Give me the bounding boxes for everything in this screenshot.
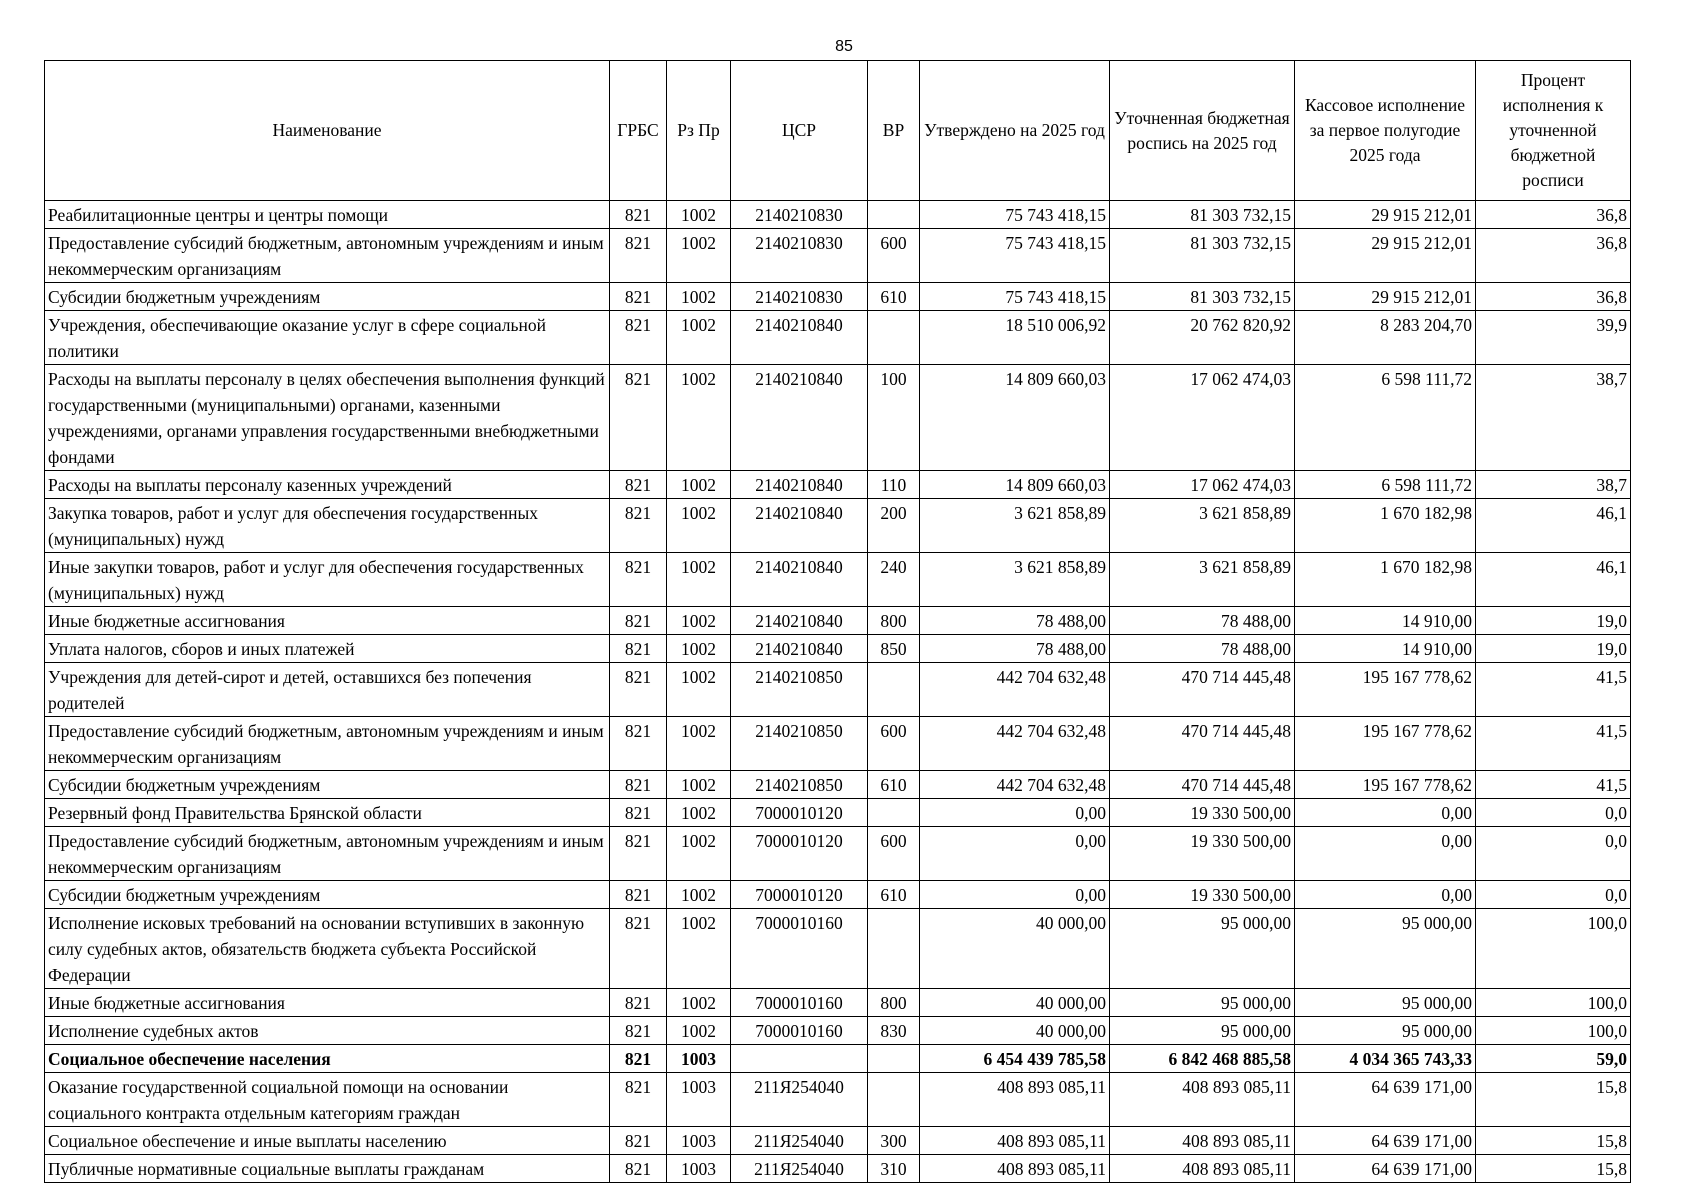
cell-percent: 15,8 xyxy=(1476,1127,1631,1155)
cell-approved: 408 893 085,11 xyxy=(920,1073,1110,1127)
cell-name: Иные бюджетные ассигнования xyxy=(45,607,610,635)
cell-approved: 3 621 858,89 xyxy=(920,499,1110,553)
cell-csr: 2140210840 xyxy=(731,365,868,471)
cell-cash: 64 639 171,00 xyxy=(1295,1127,1476,1155)
cell-cash: 95 000,00 xyxy=(1295,909,1476,989)
cell-refined: 408 893 085,11 xyxy=(1110,1155,1295,1183)
cell-refined: 17 062 474,03 xyxy=(1110,365,1295,471)
cell-percent: 41,5 xyxy=(1476,663,1631,717)
cell-name: Иные бюджетные ассигнования xyxy=(45,989,610,1017)
table-row xyxy=(45,607,1631,635)
cell-percent: 46,1 xyxy=(1476,499,1631,553)
cell-rzpr: 1002 xyxy=(667,607,731,635)
table-row xyxy=(45,799,1631,827)
cell-rzpr: 1002 xyxy=(667,1017,731,1045)
page-number: 85 xyxy=(835,38,853,55)
cell-grbs: 821 xyxy=(610,201,667,229)
cell-rzpr: 1002 xyxy=(667,283,731,311)
cell-grbs: 821 xyxy=(610,607,667,635)
cell-grbs: 821 xyxy=(610,365,667,471)
cell-vr: 300 xyxy=(868,1127,920,1155)
cell-grbs: 821 xyxy=(610,499,667,553)
cell-csr: 2140210830 xyxy=(731,283,868,311)
table-row xyxy=(45,1017,1631,1045)
cell-name: Оказание государственной социальной помощи на основании социального контракта отдельным категориям граждан xyxy=(45,1073,610,1127)
cell-vr: 600 xyxy=(868,827,920,881)
cell-approved: 0,00 xyxy=(920,827,1110,881)
table-row xyxy=(45,311,1631,365)
cell-rzpr: 1002 xyxy=(667,553,731,607)
cell-approved: 0,00 xyxy=(920,799,1110,827)
cell-approved: 442 704 632,48 xyxy=(920,663,1110,717)
cell-grbs: 821 xyxy=(610,311,667,365)
cell-csr: 7000010120 xyxy=(731,881,868,909)
cell-csr xyxy=(731,1045,868,1073)
cell-csr: 7000010160 xyxy=(731,1017,868,1045)
cell-percent: 41,5 xyxy=(1476,771,1631,799)
cell-cash: 64 639 171,00 xyxy=(1295,1155,1476,1183)
cell-vr: 800 xyxy=(868,607,920,635)
cell-csr: 211Я254040 xyxy=(731,1127,868,1155)
cell-percent: 0,0 xyxy=(1476,827,1631,881)
cell-refined: 78 488,00 xyxy=(1110,607,1295,635)
cell-rzpr: 1002 xyxy=(667,771,731,799)
cell-percent: 19,0 xyxy=(1476,635,1631,663)
cell-name: Резервный фонд Правительства Брянской области xyxy=(45,799,610,827)
cell-approved: 75 743 418,15 xyxy=(920,201,1110,229)
cell-cash: 0,00 xyxy=(1295,799,1476,827)
table-row xyxy=(45,1155,1631,1183)
cell-csr: 7000010120 xyxy=(731,827,868,881)
table-row xyxy=(45,365,1631,471)
cell-vr xyxy=(868,1045,920,1073)
cell-name: Учреждения для детей-сирот и детей, оставшихся без попечения родителей xyxy=(45,663,610,717)
cell-refined: 408 893 085,11 xyxy=(1110,1127,1295,1155)
cell-vr xyxy=(868,663,920,717)
cell-name: Предоставление субсидий бюджетным, автономным учреждениям и иным некоммерческим организациям xyxy=(45,229,610,283)
cell-approved: 6 454 439 785,58 xyxy=(920,1045,1110,1073)
cell-rzpr: 1002 xyxy=(667,827,731,881)
cell-vr: 800 xyxy=(868,989,920,1017)
cell-cash: 0,00 xyxy=(1295,827,1476,881)
cell-grbs: 821 xyxy=(610,635,667,663)
cell-csr: 7000010160 xyxy=(731,989,868,1017)
cell-rzpr: 1003 xyxy=(667,1045,731,1073)
cell-vr: 310 xyxy=(868,1155,920,1183)
cell-refined: 95 000,00 xyxy=(1110,1017,1295,1045)
cell-grbs: 821 xyxy=(610,1155,667,1183)
cell-name: Учреждения, обеспечивающие оказание услуг в сфере социальной политики xyxy=(45,311,610,365)
cell-approved: 78 488,00 xyxy=(920,607,1110,635)
header-percent: Процент исполнения к уточненной бюджетной росписи xyxy=(1476,61,1631,201)
cell-refined: 6 842 468 885,58 xyxy=(1110,1045,1295,1073)
cell-percent: 46,1 xyxy=(1476,553,1631,607)
cell-grbs: 821 xyxy=(610,771,667,799)
cell-refined: 3 621 858,89 xyxy=(1110,499,1295,553)
cell-refined: 470 714 445,48 xyxy=(1110,717,1295,771)
cell-cash: 29 915 212,01 xyxy=(1295,229,1476,283)
cell-csr: 2140210840 xyxy=(731,607,868,635)
cell-name: Субсидии бюджетным учреждениям xyxy=(45,283,610,311)
cell-approved: 40 000,00 xyxy=(920,1017,1110,1045)
cell-rzpr: 1002 xyxy=(667,989,731,1017)
cell-cash: 8 283 204,70 xyxy=(1295,311,1476,365)
cell-percent: 100,0 xyxy=(1476,909,1631,989)
cell-rzpr: 1003 xyxy=(667,1127,731,1155)
table-row xyxy=(45,553,1631,607)
cell-percent: 36,8 xyxy=(1476,201,1631,229)
table-body xyxy=(45,201,1631,1183)
cell-refined: 95 000,00 xyxy=(1110,989,1295,1017)
cell-refined: 470 714 445,48 xyxy=(1110,663,1295,717)
cell-vr: 110 xyxy=(868,471,920,499)
cell-approved: 18 510 006,92 xyxy=(920,311,1110,365)
cell-grbs: 821 xyxy=(610,229,667,283)
table-row xyxy=(45,635,1631,663)
table-header-row xyxy=(45,61,1631,201)
cell-vr: 200 xyxy=(868,499,920,553)
cell-cash: 195 167 778,62 xyxy=(1295,771,1476,799)
cell-vr xyxy=(868,311,920,365)
cell-percent: 36,8 xyxy=(1476,283,1631,311)
cell-refined: 81 303 732,15 xyxy=(1110,283,1295,311)
cell-vr: 600 xyxy=(868,717,920,771)
cell-name: Субсидии бюджетным учреждениям xyxy=(45,881,610,909)
table-row xyxy=(45,771,1631,799)
cell-grbs: 821 xyxy=(610,799,667,827)
cell-vr: 600 xyxy=(868,229,920,283)
cell-refined: 470 714 445,48 xyxy=(1110,771,1295,799)
cell-vr xyxy=(868,201,920,229)
table-row xyxy=(45,909,1631,989)
table-row xyxy=(45,201,1631,229)
cell-approved: 0,00 xyxy=(920,881,1110,909)
cell-cash: 29 915 212,01 xyxy=(1295,283,1476,311)
cell-name: Субсидии бюджетным учреждениям xyxy=(45,771,610,799)
cell-vr: 240 xyxy=(868,553,920,607)
cell-approved: 408 893 085,11 xyxy=(920,1127,1110,1155)
cell-vr: 610 xyxy=(868,881,920,909)
cell-grbs: 821 xyxy=(610,989,667,1017)
cell-refined: 78 488,00 xyxy=(1110,635,1295,663)
cell-grbs: 821 xyxy=(610,283,667,311)
cell-percent: 38,7 xyxy=(1476,365,1631,471)
table-row xyxy=(45,989,1631,1017)
cell-vr xyxy=(868,799,920,827)
cell-cash: 14 910,00 xyxy=(1295,607,1476,635)
header-csr: ЦСР xyxy=(731,61,868,201)
budget-table xyxy=(44,60,1631,1183)
cell-csr: 2140210840 xyxy=(731,311,868,365)
table-row xyxy=(45,283,1631,311)
cell-approved: 3 621 858,89 xyxy=(920,553,1110,607)
cell-rzpr: 1003 xyxy=(667,1155,731,1183)
cell-percent: 100,0 xyxy=(1476,1017,1631,1045)
cell-cash: 6 598 111,72 xyxy=(1295,365,1476,471)
header-cash: Кассовое исполнение за первое полугодие 2025 года xyxy=(1295,61,1476,201)
cell-name: Иные закупки товаров, работ и услуг для обеспечения государственных (муниципальных) нужд xyxy=(45,553,610,607)
cell-csr: 2140210840 xyxy=(731,553,868,607)
cell-rzpr: 1002 xyxy=(667,365,731,471)
header-name: Наименование xyxy=(45,61,610,201)
header-approved: Утверждено на 2025 год xyxy=(920,61,1110,201)
cell-refined: 95 000,00 xyxy=(1110,909,1295,989)
cell-percent: 38,7 xyxy=(1476,471,1631,499)
cell-csr: 2140210850 xyxy=(731,771,868,799)
cell-name: Публичные нормативные социальные выплаты гражданам xyxy=(45,1155,610,1183)
table-row xyxy=(45,1127,1631,1155)
cell-vr: 610 xyxy=(868,283,920,311)
cell-grbs: 821 xyxy=(610,827,667,881)
cell-rzpr: 1002 xyxy=(667,663,731,717)
cell-name: Социальное обеспечение и иные выплаты населению xyxy=(45,1127,610,1155)
cell-rzpr: 1002 xyxy=(667,471,731,499)
cell-rzpr: 1002 xyxy=(667,499,731,553)
cell-csr: 2140210840 xyxy=(731,635,868,663)
cell-refined: 19 330 500,00 xyxy=(1110,881,1295,909)
cell-grbs: 821 xyxy=(610,1017,667,1045)
cell-vr: 830 xyxy=(868,1017,920,1045)
cell-csr: 2140210830 xyxy=(731,229,868,283)
table-row xyxy=(45,827,1631,881)
cell-grbs: 821 xyxy=(610,909,667,989)
cell-vr: 850 xyxy=(868,635,920,663)
cell-cash: 195 167 778,62 xyxy=(1295,717,1476,771)
cell-percent: 41,5 xyxy=(1476,717,1631,771)
cell-rzpr: 1002 xyxy=(667,635,731,663)
cell-name: Социальное обеспечение населения xyxy=(45,1045,610,1073)
cell-percent: 15,8 xyxy=(1476,1073,1631,1127)
cell-csr: 2140210850 xyxy=(731,663,868,717)
cell-grbs: 821 xyxy=(610,553,667,607)
cell-cash: 0,00 xyxy=(1295,881,1476,909)
cell-name: Исполнение судебных актов xyxy=(45,1017,610,1045)
table-row xyxy=(45,881,1631,909)
cell-grbs: 821 xyxy=(610,1073,667,1127)
cell-approved: 75 743 418,15 xyxy=(920,283,1110,311)
cell-cash: 6 598 111,72 xyxy=(1295,471,1476,499)
cell-percent: 100,0 xyxy=(1476,989,1631,1017)
cell-approved: 442 704 632,48 xyxy=(920,771,1110,799)
cell-csr: 2140210850 xyxy=(731,717,868,771)
cell-csr: 2140210830 xyxy=(731,201,868,229)
cell-refined: 408 893 085,11 xyxy=(1110,1073,1295,1127)
cell-refined: 81 303 732,15 xyxy=(1110,201,1295,229)
cell-grbs: 821 xyxy=(610,471,667,499)
header-vr: ВР xyxy=(868,61,920,201)
header-rzpr: Рз Пр xyxy=(667,61,731,201)
cell-cash: 29 915 212,01 xyxy=(1295,201,1476,229)
table-row xyxy=(45,663,1631,717)
table-row xyxy=(45,471,1631,499)
table-row xyxy=(45,1073,1631,1127)
header-grbs: ГРБС xyxy=(610,61,667,201)
cell-rzpr: 1002 xyxy=(667,201,731,229)
cell-cash: 95 000,00 xyxy=(1295,989,1476,1017)
cell-vr xyxy=(868,909,920,989)
cell-cash: 1 670 182,98 xyxy=(1295,499,1476,553)
cell-percent: 15,8 xyxy=(1476,1155,1631,1183)
cell-name: Закупка товаров, работ и услуг для обеспечения государственных (муниципальных) нужд xyxy=(45,499,610,553)
cell-grbs: 821 xyxy=(610,1045,667,1073)
cell-cash: 195 167 778,62 xyxy=(1295,663,1476,717)
cell-refined: 19 330 500,00 xyxy=(1110,799,1295,827)
table-row xyxy=(45,717,1631,771)
table-row xyxy=(45,499,1631,553)
cell-refined: 81 303 732,15 xyxy=(1110,229,1295,283)
cell-cash: 1 670 182,98 xyxy=(1295,553,1476,607)
cell-approved: 40 000,00 xyxy=(920,989,1110,1017)
cell-cash: 14 910,00 xyxy=(1295,635,1476,663)
cell-rzpr: 1002 xyxy=(667,881,731,909)
cell-refined: 20 762 820,92 xyxy=(1110,311,1295,365)
cell-name: Исполнение исковых требований на основании вступивших в законную силу судебных актов, обязательств бюджета субъекта Российской Федерации xyxy=(45,909,610,989)
cell-percent: 59,0 xyxy=(1476,1045,1631,1073)
table-row xyxy=(45,229,1631,283)
cell-refined: 3 621 858,89 xyxy=(1110,553,1295,607)
cell-name: Предоставление субсидий бюджетным, автономным учреждениям и иным некоммерческим организациям xyxy=(45,827,610,881)
cell-grbs: 821 xyxy=(610,881,667,909)
cell-csr: 2140210840 xyxy=(731,499,868,553)
cell-grbs: 821 xyxy=(610,717,667,771)
cell-approved: 40 000,00 xyxy=(920,909,1110,989)
cell-percent: 19,0 xyxy=(1476,607,1631,635)
header-refined: Уточненная бюджетная роспись на 2025 год xyxy=(1110,61,1295,201)
cell-approved: 78 488,00 xyxy=(920,635,1110,663)
cell-name: Расходы на выплаты персоналу в целях обеспечения выполнения функций государственными (муниципальными) органами, казенными учреждениями, органами управления государственными внебюджетными фондами xyxy=(45,365,610,471)
cell-csr: 211Я254040 xyxy=(731,1073,868,1127)
cell-approved: 75 743 418,15 xyxy=(920,229,1110,283)
cell-csr: 7000010120 xyxy=(731,799,868,827)
cell-vr: 610 xyxy=(868,771,920,799)
cell-approved: 14 809 660,03 xyxy=(920,365,1110,471)
cell-approved: 408 893 085,11 xyxy=(920,1155,1110,1183)
cell-grbs: 821 xyxy=(610,663,667,717)
cell-csr: 7000010160 xyxy=(731,909,868,989)
cell-cash: 4 034 365 743,33 xyxy=(1295,1045,1476,1073)
cell-rzpr: 1002 xyxy=(667,799,731,827)
cell-percent: 36,8 xyxy=(1476,229,1631,283)
cell-name: Реабилитационные центры и центры помощи xyxy=(45,201,610,229)
cell-name: Уплата налогов, сборов и иных платежей xyxy=(45,635,610,663)
cell-grbs: 821 xyxy=(610,1127,667,1155)
cell-approved: 442 704 632,48 xyxy=(920,717,1110,771)
cell-rzpr: 1003 xyxy=(667,1073,731,1127)
cell-percent: 0,0 xyxy=(1476,799,1631,827)
cell-cash: 64 639 171,00 xyxy=(1295,1073,1476,1127)
cell-refined: 19 330 500,00 xyxy=(1110,827,1295,881)
table-row xyxy=(45,1045,1631,1073)
cell-name: Расходы на выплаты персоналу казенных учреждений xyxy=(45,471,610,499)
cell-rzpr: 1002 xyxy=(667,229,731,283)
cell-csr: 211Я254040 xyxy=(731,1155,868,1183)
cell-rzpr: 1002 xyxy=(667,717,731,771)
cell-percent: 0,0 xyxy=(1476,881,1631,909)
cell-approved: 14 809 660,03 xyxy=(920,471,1110,499)
cell-percent: 39,9 xyxy=(1476,311,1631,365)
cell-rzpr: 1002 xyxy=(667,311,731,365)
cell-vr xyxy=(868,1073,920,1127)
cell-csr: 2140210840 xyxy=(731,471,868,499)
cell-cash: 95 000,00 xyxy=(1295,1017,1476,1045)
cell-rzpr: 1002 xyxy=(667,909,731,989)
cell-vr: 100 xyxy=(868,365,920,471)
cell-refined: 17 062 474,03 xyxy=(1110,471,1295,499)
cell-name: Предоставление субсидий бюджетным, автономным учреждениям и иным некоммерческим организациям xyxy=(45,717,610,771)
